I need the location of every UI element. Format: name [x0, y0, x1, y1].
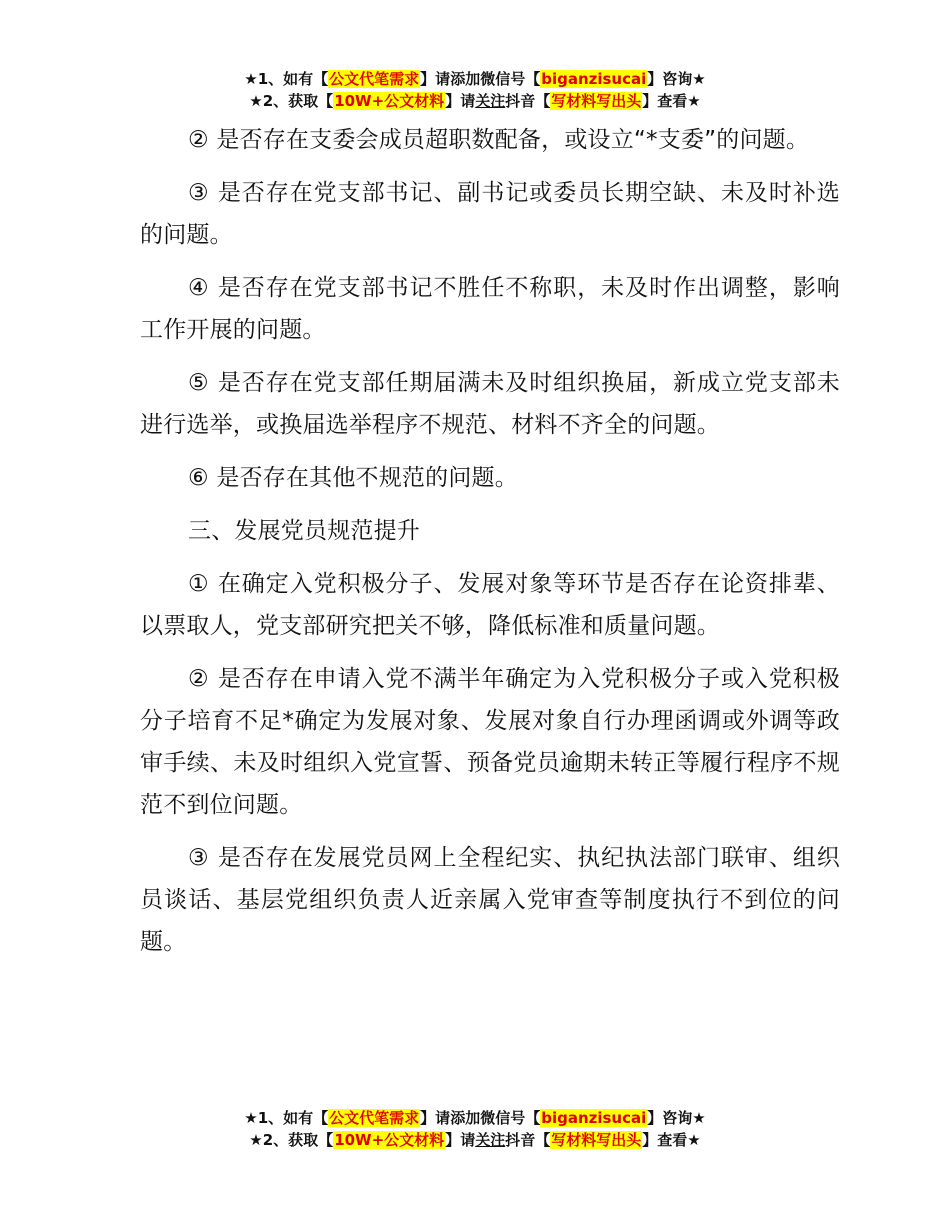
banner-text: ★2、获取【 [249, 92, 334, 110]
paragraph: ④ 是否存在党支部书记不胜任不称职，未及时作出调整，影响工作开展的问题。 [140, 275, 840, 343]
banner-text: 】请 [445, 92, 476, 110]
highlight-materials: 10W+公文材料 [334, 1131, 445, 1149]
banner-text: ★2、获取【 [249, 1131, 334, 1149]
banner-text: 】查看★ [642, 92, 701, 110]
highlight-materials: 10W+公文材料 [334, 92, 445, 110]
banner-text: 微信号【 [480, 1109, 541, 1127]
banner-text: 抖音【 [505, 92, 551, 110]
highlight-wechat-id: biganzisucai [541, 1109, 647, 1127]
paragraph: ② 是否存在申请入党不满半年确定为入党积极分子或入党积极分子培育不足*确定为发展对象、发展对象自行办理函调或外调等政审手续、未及时组织入党宣誓、预备党员逾期未转正等履行程序不规范不到位问题。 [140, 666, 840, 818]
paragraph: ③ 是否存在发展党员网上全程纪实、执纪执法部门联审、组织员谈话、基层党组织负责人近亲属入党审查等制度执行不到位的问题。 [140, 845, 840, 955]
banner-emphasis: 添加 [450, 1109, 481, 1127]
header-banner-line-1 [0, 68, 950, 90]
banner-text: 微信号【 [480, 70, 541, 88]
banner-emphasis: 关注 [475, 92, 506, 110]
paragraph: ⑥ 是否存在其他不规范的问题。 [188, 465, 518, 491]
banner-text: 】咨询★ [647, 1109, 706, 1127]
header-banner [0, 68, 950, 112]
paragraph: ⑤ 是否存在党支部任期届满未及时组织换届，新成立党支部未进行选举，或换届选举程序不规范、材料不齐全的问题。 [140, 370, 840, 438]
paragraph: ① 在确定入党积极分子、发展对象等环节是否存在论资排辈、以票取人，党支部研究把关不够，降低标准和质量问题。 [140, 571, 840, 639]
banner-emphasis: 添加 [450, 70, 481, 88]
banner-text: ★1、如有【 [244, 1109, 329, 1127]
highlight-douyin-account: 写材料写出头 [551, 92, 642, 110]
footer-banner [0, 1107, 950, 1151]
highlight-wechat-id: biganzisucai [541, 70, 647, 88]
banner-text: 】请 [445, 1131, 476, 1149]
header-banner-line-2 [0, 90, 950, 112]
footer-banner-line-1 [0, 1107, 950, 1129]
highlight-ghostwriting: 公文代笔需求 [329, 70, 420, 88]
paragraph: ② 是否存在支委会成员超职数配备，或设立“*支委”的问题。 [188, 127, 810, 153]
paragraph: ③ 是否存在党支部书记、副书记或委员长期空缺、未及时补选的问题。 [140, 180, 840, 248]
footer-banner-line-2 [0, 1129, 950, 1151]
highlight-douyin-account: 写材料写出头 [551, 1131, 642, 1149]
highlight-ghostwriting: 公文代笔需求 [329, 1109, 420, 1127]
banner-text: 】查看★ [642, 1131, 701, 1149]
section-heading: 三、发展党员规范提升 [188, 518, 420, 544]
banner-text: 】请 [420, 70, 451, 88]
document-body [140, 119, 840, 974]
banner-text: 抖音【 [505, 1131, 551, 1149]
banner-text: 】咨询★ [647, 70, 706, 88]
banner-text: ★1、如有【 [244, 70, 329, 88]
banner-emphasis: 关注 [475, 1131, 506, 1149]
banner-text: 】请 [420, 1109, 451, 1127]
